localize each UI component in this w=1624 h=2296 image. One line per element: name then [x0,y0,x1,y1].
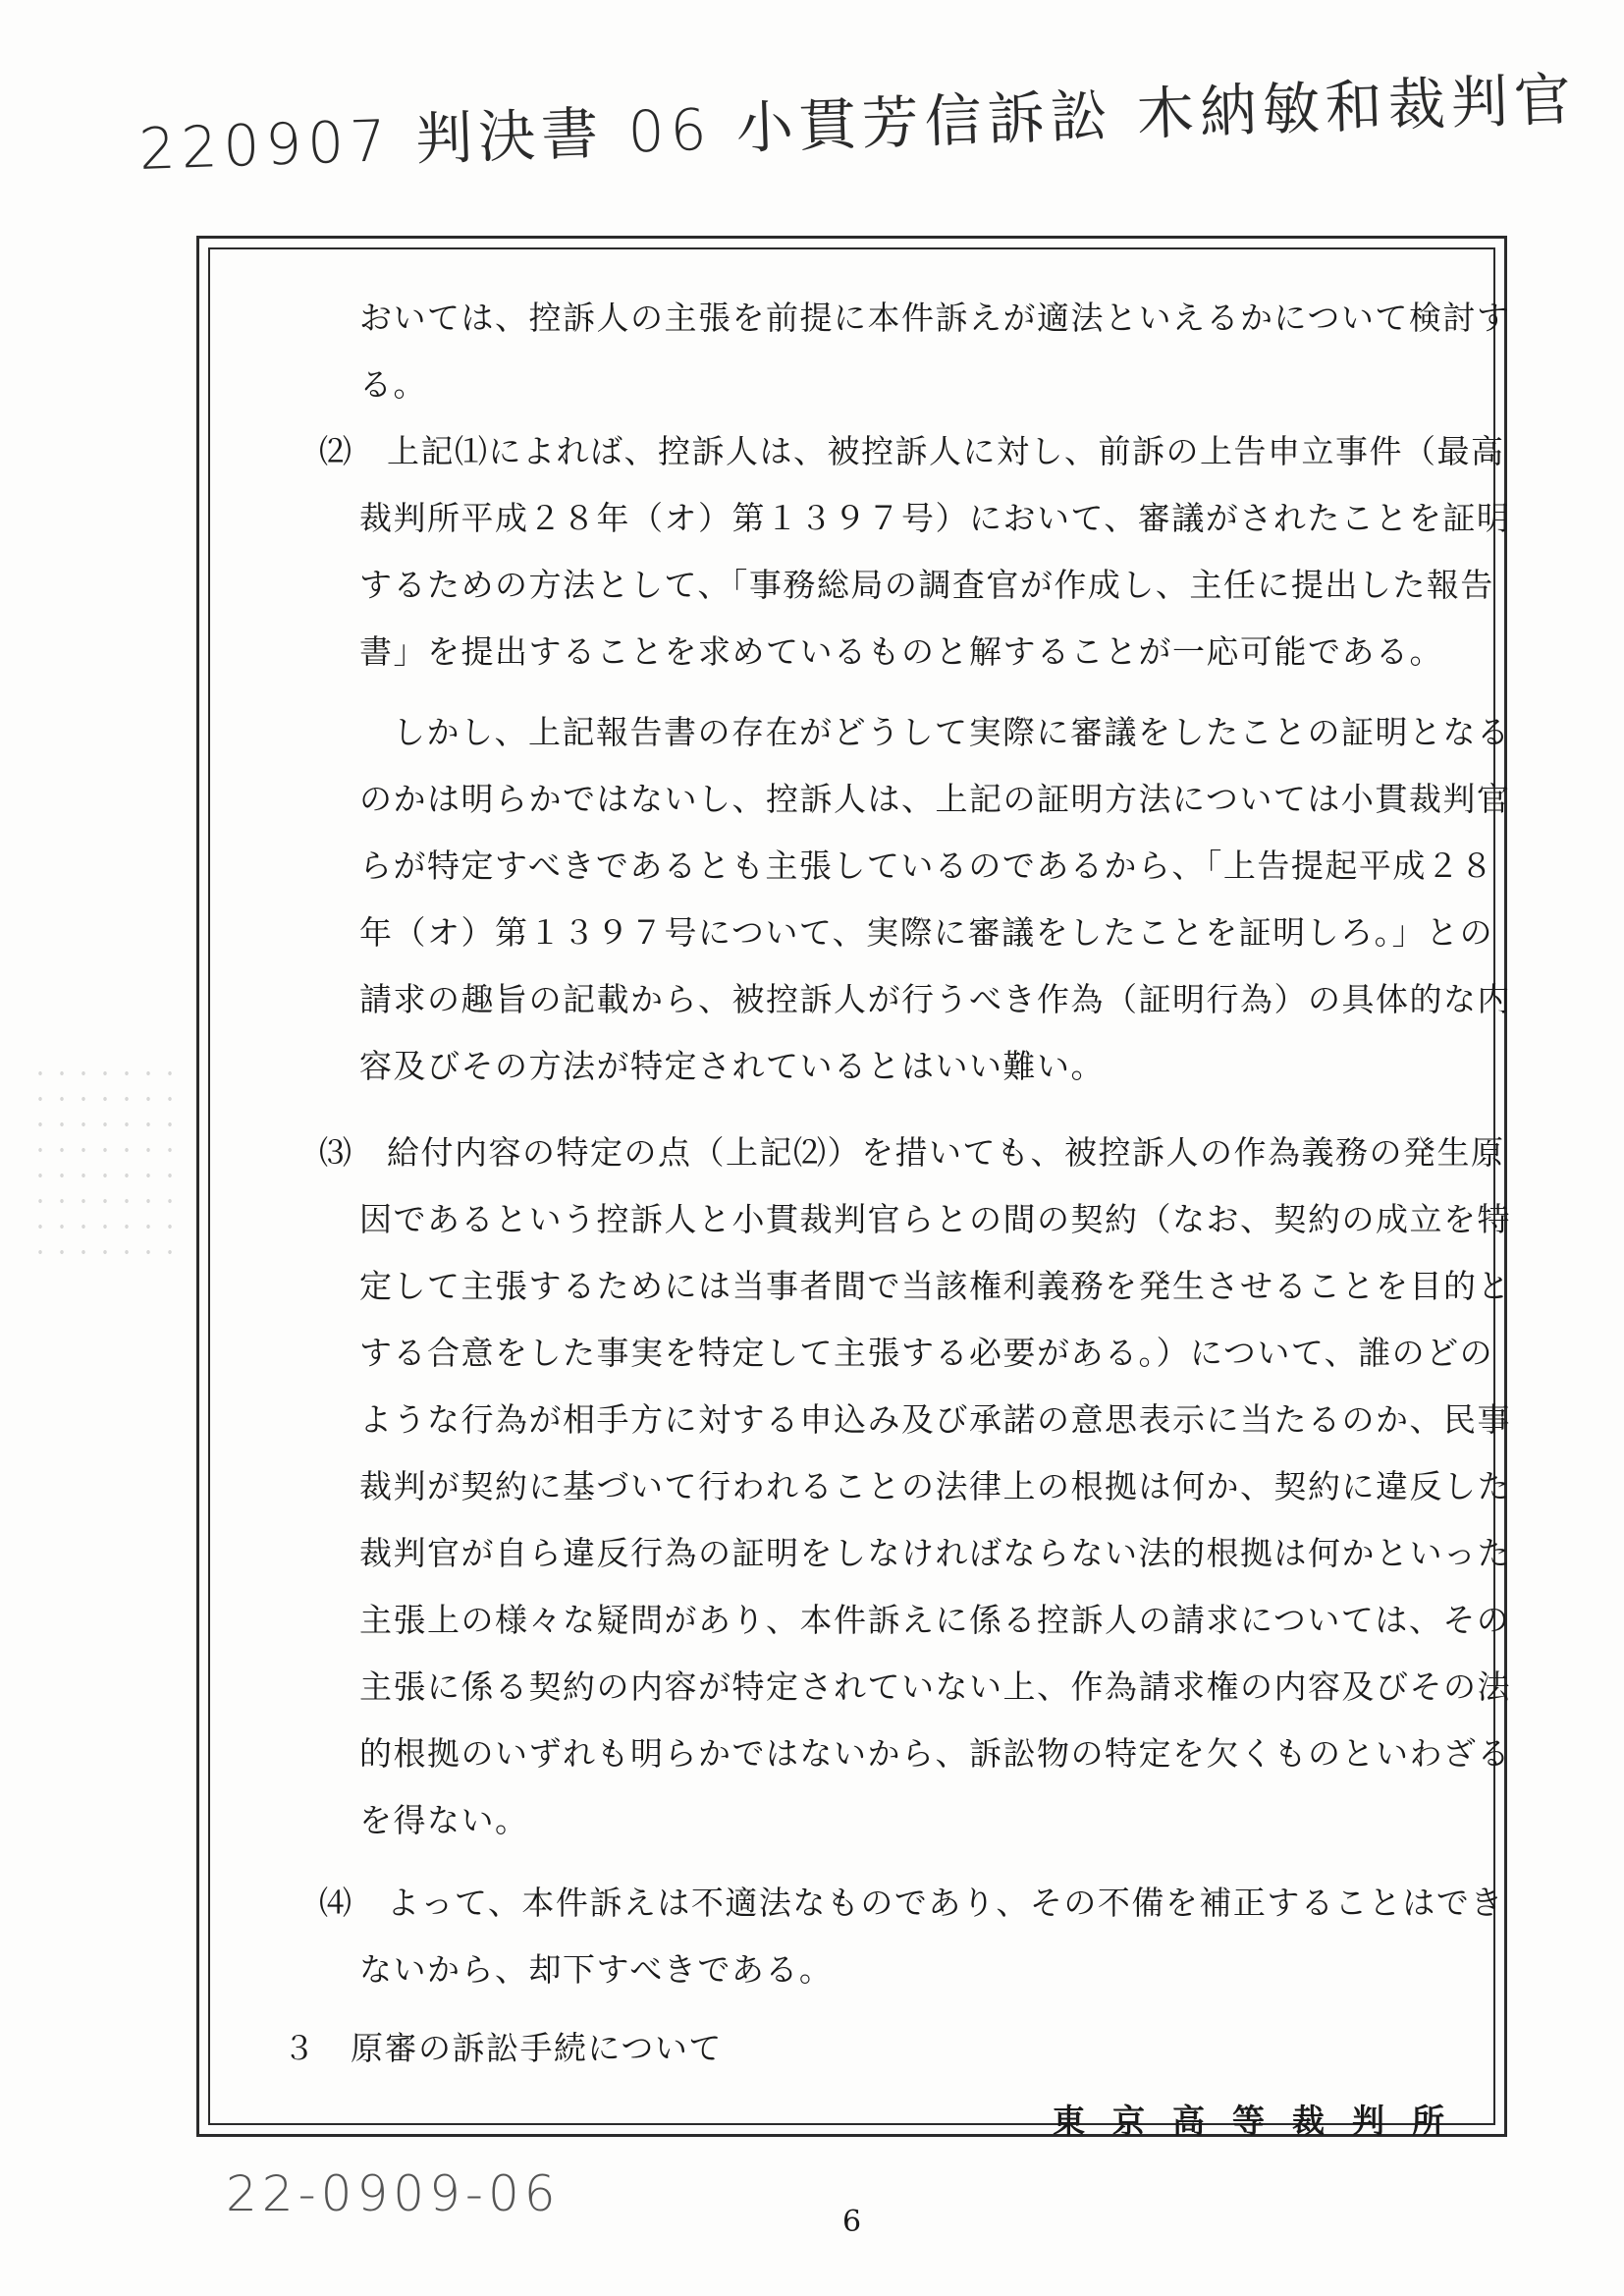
body-line: を得ない。 [359,1801,529,1839]
handwritten-footer-note: 22-0909-06 [226,2165,561,2222]
body-line: しかし、上記報告書の存在がどうして実際に審議をしたことの証明となる [393,713,1511,751]
page-number: 6 [842,2205,862,2239]
body-line: 主張上の様々な疑問があり、本件訴えに係る控訴人の請求については、その [359,1601,1511,1639]
body-line: 裁判所平成２８年（オ）第１３９７号）において、審議がされたことを証明 [359,499,1511,537]
body-line: のかは明らかではないし、控訴人は、上記の証明方法については小貫裁判官 [359,780,1511,818]
body-line: ⑷ よって、本件訴えは不適法なものであり、その不備を補正することはでき [319,1884,1504,1922]
body-line: 裁判官が自ら違反行為の証明をしなければならない法的根拠は何かといった [359,1534,1511,1572]
scan-dot-artifact [29,1061,187,1257]
body-line: 年（オ）第１３９７号について、実際に審議をしたことを証明しろ。」との [359,913,1494,952]
body-line: 請求の趣旨の記載から、被控訴人が行うべき作為（証明行為）の具体的な内 [359,980,1511,1018]
body-line: ⑶ 給付内容の特定の点（上記⑵）を措いても、被控訴人の作為義務の発生原 [319,1133,1505,1172]
body-line: る。 [359,365,427,404]
body-line: ような行為が相手方に対する申込み及び承諾の意思表示に当たるのか、民事 [359,1400,1511,1439]
body-line: 主張に係る契約の内容が特定されていない上、作為請求権の内容及びその法 [359,1667,1511,1706]
section-heading: ３ 原審の訴訟手続について [283,2029,723,2067]
body-line: おいては、控訴人の主張を前提に本件訴えが適法といえるかについて検討す [359,299,1511,337]
body-line: 的根拠のいずれも明らかではないから、訴訟物の特定を欠くものといわざる [359,1734,1511,1773]
court-name: 東京高等裁判所 [1053,2102,1472,2140]
handwritten-header-note: 220907 判決書 06 小貫芳信訴訟 木納敏和裁判官 [137,65,1578,183]
body-line: するための方法として、「事務総局の調査官が作成し、主任に提出した報告 [359,566,1494,604]
body-line: 因であるという控訴人と小貫裁判官らとの間の契約（なお、契約の成立を特 [359,1200,1511,1238]
body-line: 定して主張するためには当事者間で当該権利義務を発生させることを目的と [359,1267,1511,1305]
body-line: ⑵ 上記⑴によれば、控訴人は、被控訴人に対し、前訴の上告申立事件（最高 [319,432,1505,470]
body-line: 書」を提出することを求めているものと解することが一応可能である。 [359,632,1443,671]
body-line: ないから、却下すべきである。 [359,1950,834,1989]
body-line: らが特定すべきであるとも主張しているのであるから、「上告提起平成２８ [359,847,1494,885]
body-line: 容及びその方法が特定されているとはいい難い。 [359,1047,1105,1085]
body-line: 裁判が契約に基づいて行われることの法律上の根拠は何か、契約に違反した [359,1467,1511,1505]
body-line: する合意をした事実を特定して主張する必要がある。）について、誰のどの [359,1334,1494,1372]
